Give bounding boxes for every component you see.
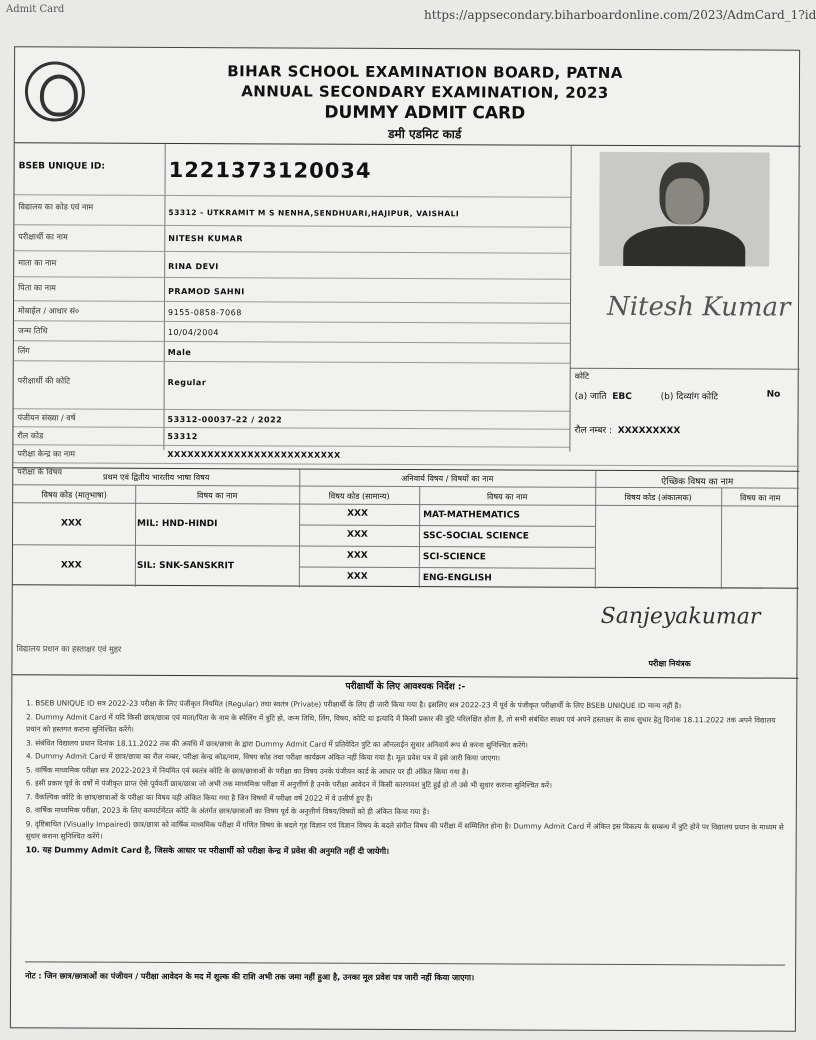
caste-label: (a) जाति EBC xyxy=(574,391,632,402)
instruction-item: 3. संबंधित विद्यालय प्रधान दिनांक 18.11.2022 तक की अवधि में छात्र/छात्रा के द्वारा Dummy Admit Card में प्रतिवेदित त्रुटि का ऑनलाईन सुधार अनिवार्य रूप से करना सुनिश्चित करेंगे। xyxy=(26,737,528,750)
info-row xyxy=(14,301,570,323)
info-row xyxy=(14,195,570,227)
father-name-value: PRAMOD SAHNI xyxy=(168,286,245,297)
lang-name-header: विषय का नाम xyxy=(196,491,238,501)
comp-name: ENG-ENGLISH xyxy=(422,573,492,584)
comp-code: XXX xyxy=(346,529,368,540)
compulsory-group-title: अनिवार्य विषय / विषयों का नाम xyxy=(401,473,494,484)
instructions-list xyxy=(26,697,787,860)
instruction-item: 5. वार्षिक माध्यमिक परीक्षा सत्र 2022-2023 में नियमित एवं स्वतंत्र कोटि के छात्र/छात्राओं के परीक्षा का विषय उनके पंजीयन कार्ड के आधार पर ही अंकित किया गया है। xyxy=(25,764,469,776)
school-value: 53312 - UTKRAMIT M S NENHA,SENDHUARI,HAJIPUR, VAISHALI xyxy=(168,207,460,219)
info-row xyxy=(14,361,570,411)
info-row xyxy=(13,409,569,429)
comp-code-header: विषय कोड (सामान्य) xyxy=(328,491,390,501)
disability-value: No xyxy=(766,389,781,400)
info-row xyxy=(14,251,570,279)
opt-code-header: विषय कोड (अंकात्मक) xyxy=(624,492,692,503)
mother-name-label: माता का नाम xyxy=(18,258,57,268)
candidate-photo xyxy=(599,152,769,267)
roll-code-label: रौल कोड xyxy=(17,431,44,441)
instruction-item: 1. BSEB UNIQUE ID सत्र 2022-23 परीक्षा के लिए पंजीकृत नियमित (Regular) तथा स्वतंत्र (Private) परीक्षार्थी के लिए ही जारी किया गया है। इसलिए सत्र 2022-23 में पूर्व के पंजीकृत परीक्षार्थी के लिए BSEB UNIQUE ID मान्य नहीं है। xyxy=(26,698,682,711)
instruction-item: 7. वैकल्पिक कोटि के छात्र/छात्राओं के परीक्षा का विषय वही अंकित किया गया है जिन विषयों में परीक्षा वर्ष 2022 में वे उत्तीर्ण हुए हैं। xyxy=(25,791,373,803)
board-name: BIHAR SCHOOL EXAMINATION BOARD, PATNA xyxy=(227,62,623,82)
mobile-label: मोबाईल / आधार सं० xyxy=(17,306,80,316)
info-row xyxy=(13,427,569,447)
info-row xyxy=(14,277,570,303)
dob-label: जन्म तिथि xyxy=(17,326,48,336)
school-label: विद्यालय का कोड एवं नाम xyxy=(18,202,94,212)
card-header xyxy=(15,47,801,146)
admit-card-sheet xyxy=(10,46,800,1031)
comp-code: XXX xyxy=(346,550,368,561)
info-row xyxy=(14,321,570,343)
info-row xyxy=(14,225,570,253)
comp-code: XXX xyxy=(346,571,368,582)
subjects-label: परीक्षा के विषय xyxy=(17,467,63,477)
browser-tab-title: Admit Card xyxy=(6,4,65,15)
exam-centre-value: XXXXXXXXXXXXXXXXXXXXXXXXXX xyxy=(167,449,341,460)
candidate-name-value: NITESH KUMAR xyxy=(168,233,244,244)
controller-label: परीक्षा नियंत्रक xyxy=(648,659,691,669)
candidate-name-label: परीक्षार्थी का नाम xyxy=(18,232,68,242)
opt-name-header: विषय का नाम xyxy=(739,493,781,503)
card-title-hindi: डमी एडमिट कार्ड xyxy=(388,126,462,142)
instruction-item: 8. वार्षिक माध्यमिक परीक्षा, 2023 के लिए कम्पार्टमेंटल कोटि के अंतर्गत छात्र/छात्राओं का विषय पूर्व के अनुत्तीर्ण विषय/विषयों को ही अंकित किया गया है। xyxy=(25,805,430,817)
registration-value: 53312-00037-22 / 2022 xyxy=(167,414,283,425)
mother-name-value: RINA DEVI xyxy=(168,261,219,272)
candidate-signature: Nitesh Kumar xyxy=(606,291,791,323)
bseb-logo-icon xyxy=(25,61,85,121)
school-head-label: विद्यालय प्रधान का हस्ताक्षर एवं मुहर xyxy=(16,644,122,654)
unique-id-value: 1221373120034 xyxy=(168,157,372,183)
controller-signature: Sanjeyakumar xyxy=(600,603,761,630)
roll-number: रौल नम्बर : XXXXXXXXX xyxy=(574,425,681,437)
exam-centre-label: परीक्षा केन्द्र का नाम xyxy=(17,449,76,459)
signature-area xyxy=(12,585,798,678)
gender-value: Male xyxy=(167,347,192,358)
category-label: परीक्षार्थी की कोटि xyxy=(17,376,71,386)
registration-label: पंजीयन संख्या / वर्ष xyxy=(17,413,76,423)
instruction-item: 4. Dummy Admit Card में छात्र/छात्रा का रौल नम्बर, परीक्षा केन्द्र कोड/नाम, विषय कोड तथा परीक्षा कार्यक्रम अंकित नहीं किया गया है। मूल प्रवेश पत्र में इसे जारी किया जाएगा। xyxy=(26,751,501,763)
category-value: Regular xyxy=(167,377,207,388)
lang-code-header: विषय कोड (मातृभाषा) xyxy=(41,490,107,500)
instruction-final: 10. यह Dummy Admit Card है, जिसके आधार पर परीक्षार्थी को परीक्षा केन्द्र में प्रवेश की अनुमति नहीं दी जायेगी। xyxy=(25,844,390,856)
lang-code: XXX xyxy=(61,518,82,529)
category-box xyxy=(569,368,799,453)
browser-url[interactable]: https://appsecondary.biharboardonline.com/2023/AdmCard_1?id xyxy=(424,8,816,22)
optional-group-title: ऐच्छिक विषय का नाम xyxy=(661,477,734,488)
dob-value: 10/04/2004 xyxy=(167,327,220,338)
comp-name: SCI-SCIENCE xyxy=(422,552,486,563)
subjects-table xyxy=(13,467,800,588)
unique-id-label: BSEB UNIQUE ID: xyxy=(18,161,105,172)
disability-label: (b) दिव्यांग कोटि xyxy=(660,392,719,403)
instruction-item: 6. इसी प्रकार पूर्व के वर्षों में पंजीकृत प्राप्त ऐसे पूर्ववर्ती छात्र/छात्रा जो अभी तक माध्यमिक परीक्षा में अनुत्तीर्ण है उनके परीक्षा आवेदन में किसी कारणवश त्रुटि हुई हो तो उसे भी सुधार कराना सुनिश्चित करें। xyxy=(25,778,553,790)
comp-code: XXX xyxy=(347,508,368,519)
gender-label: लिंग xyxy=(17,346,30,356)
info-row xyxy=(14,341,570,363)
photo-signature-box xyxy=(570,146,801,369)
kotee-label: कोटि xyxy=(574,371,590,381)
roll-code-value: 53312 xyxy=(167,431,198,442)
comp-name: SSC-SOCIAL SCIENCE xyxy=(422,531,529,542)
instructions-note: नोट : जिन छात्र/छात्राओं का पंजीयन / परीक्षा आवेदन के मद में शुल्क की राशि अभी तक जमा नहीं हुआ है, उनका मूल प्रवेश पत्र जारी नहीं किया जाएगा। xyxy=(25,961,785,984)
instruction-item: 9. दृष्टिबाधित (Visually Impaired) छात्र/छात्रा को वार्षिक माध्यमिक परीक्षा में गणित विषय के बदले गृह विज्ञान एवं विज्ञान विषय के बदले संगीत विषय की परीक्षा में सम्मिलित होना है। Dummy Admit Card में अंकित इस विकल्प के सम्बन्ध में त्रुटि होने पर विद्यालय प्रधान के माध्यम से सुधार कराना सुनिश्चित करेंगे। xyxy=(25,818,784,841)
father-name-label: पिता का नाम xyxy=(18,283,56,293)
mobile-value: 9155-0858-7068 xyxy=(167,307,242,318)
instruction-item: 2. Dummy Admit Card में यदि किसी छात्र/छात्रा एवं माता/पिता के नाम के स्पेलिंग में त्रुटि हो, जन्म तिथि, लिंग, विषय, कोटि या इत्यादि में किसी प्रकार की त्रुटि परिलक्षित होता है, तो सभी संबंधित साक्ष्य एवं अपने हस्ताक्षर के साथ सुधार हेतु दिनांक 18.11.2022 तक अपने विद्यालय प्रधान को हस्तगत कराना सुनिश्चित करेंगे। xyxy=(26,711,776,734)
lang-group-title: प्रथम एवं द्वितीय भारतीय भाषा विषय xyxy=(103,472,210,483)
lang-name: MIL: HND-HINDI xyxy=(137,518,218,530)
comp-name: MAT-MATHEMATICS xyxy=(423,510,520,521)
card-title: DUMMY ADMIT CARD xyxy=(324,102,526,124)
lang-code: XXX xyxy=(60,560,82,571)
instructions-title: परीक्षार्थी के लिए आवश्यक निर्देश :- xyxy=(345,681,466,693)
exam-name: ANNUAL SECONDARY EXAMINATION, 2023 xyxy=(241,82,609,102)
lang-name: SIL: SNK-SANSKRIT xyxy=(136,560,234,572)
comp-name-header: विषय का नाम xyxy=(486,492,528,502)
unique-id-row xyxy=(14,143,570,197)
